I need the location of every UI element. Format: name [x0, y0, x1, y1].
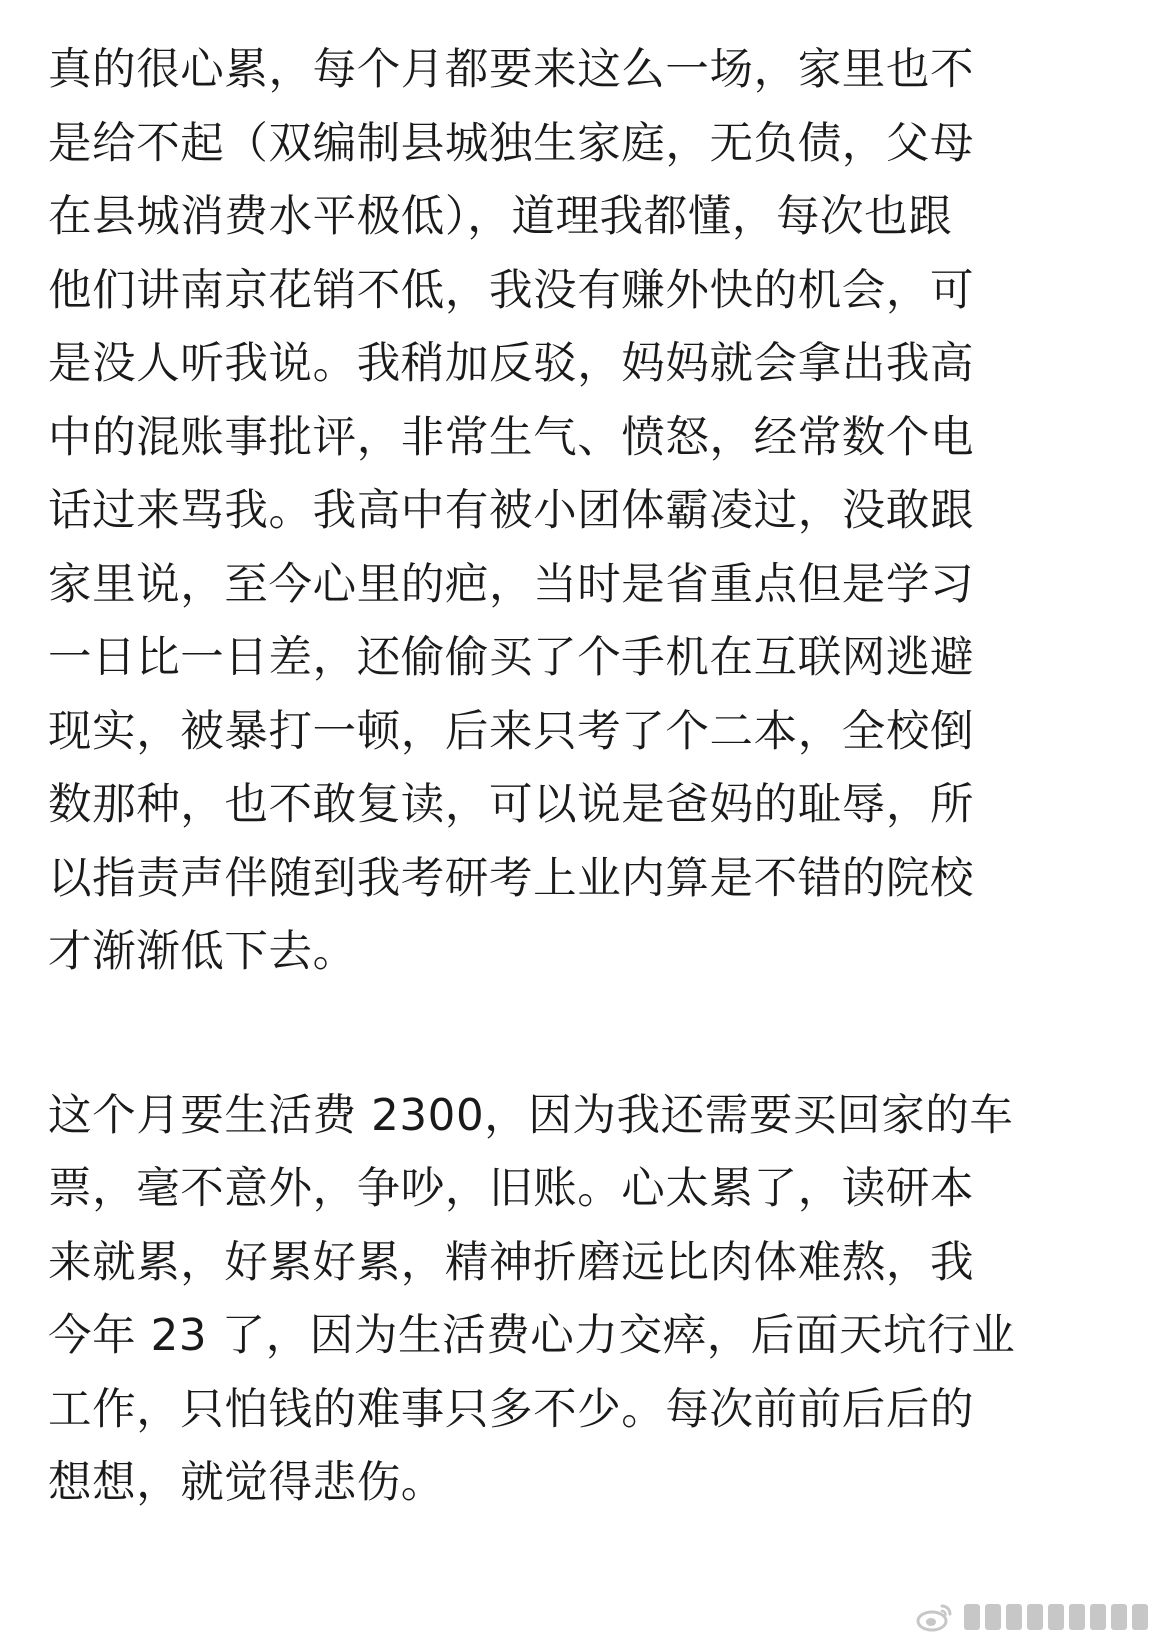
text-line: 票，毫不意外，争吵，旧账。心太累了，读研本	[48, 1164, 975, 1214]
text-line: 数那种，也不敢复读，可以说是爸妈的耻辱，所	[48, 780, 975, 830]
text-line: 来就累，好累好累，精神折磨远比肉体难熬，我	[48, 1237, 975, 1288]
paragraph-spacer	[48, 990, 1128, 1080]
text-line: 中的混账事批评，非常生气、愤怒，经常数个电	[48, 412, 975, 463]
post-body	[48, 34, 1128, 1521]
text-line: 真的很心累，每个月都要来这么一场，家里也不	[48, 45, 975, 95]
text-line: 现实，被暴打一顿，后来只考了个二本，全校倒	[48, 706, 975, 757]
text-line: 话过来骂我。我高中有被小团体霸凌过，没敢跟	[48, 486, 975, 536]
text-line: 一日比一日差，还偷偷买了个手机在互联网逃避	[48, 633, 975, 683]
paragraph-2	[48, 1080, 1128, 1521]
paragraph-1	[48, 34, 1128, 990]
text-line: 是给不起（双编制县城独生家庭，无负债，父母	[48, 118, 975, 169]
text-line: 工作，只怕钱的难事只多不少。每次前前后后的	[48, 1384, 975, 1435]
text-line: 今年 23 了，因为生活费心力交瘁，后面天坑行业	[48, 1311, 1016, 1361]
text-line: 他们讲南京花销不低，我没有赚外快的机会，可	[48, 265, 975, 316]
watermark-username-obscured	[964, 1604, 1148, 1630]
text-line: 才渐渐低下去。	[48, 927, 357, 977]
text-line: 这个月要生活费 2300，因为我还需要买回家的车	[48, 1090, 1014, 1141]
text-line: 在县城消费水平极低），道理我都懂，每次也跟	[48, 192, 953, 242]
weibo-watermark	[916, 1602, 1148, 1632]
text-line: 家里说，至今心里的疤，当时是省重点但是学习	[48, 559, 975, 610]
text-line: 以指责声伴随到我考研考上业内算是不错的院校	[48, 853, 975, 904]
text-line: 是没人听我说。我稍加反驳，妈妈就会拿出我高	[48, 339, 975, 389]
weibo-logo-icon	[916, 1602, 954, 1632]
text-line: 想想，就觉得悲伤。	[48, 1458, 445, 1508]
